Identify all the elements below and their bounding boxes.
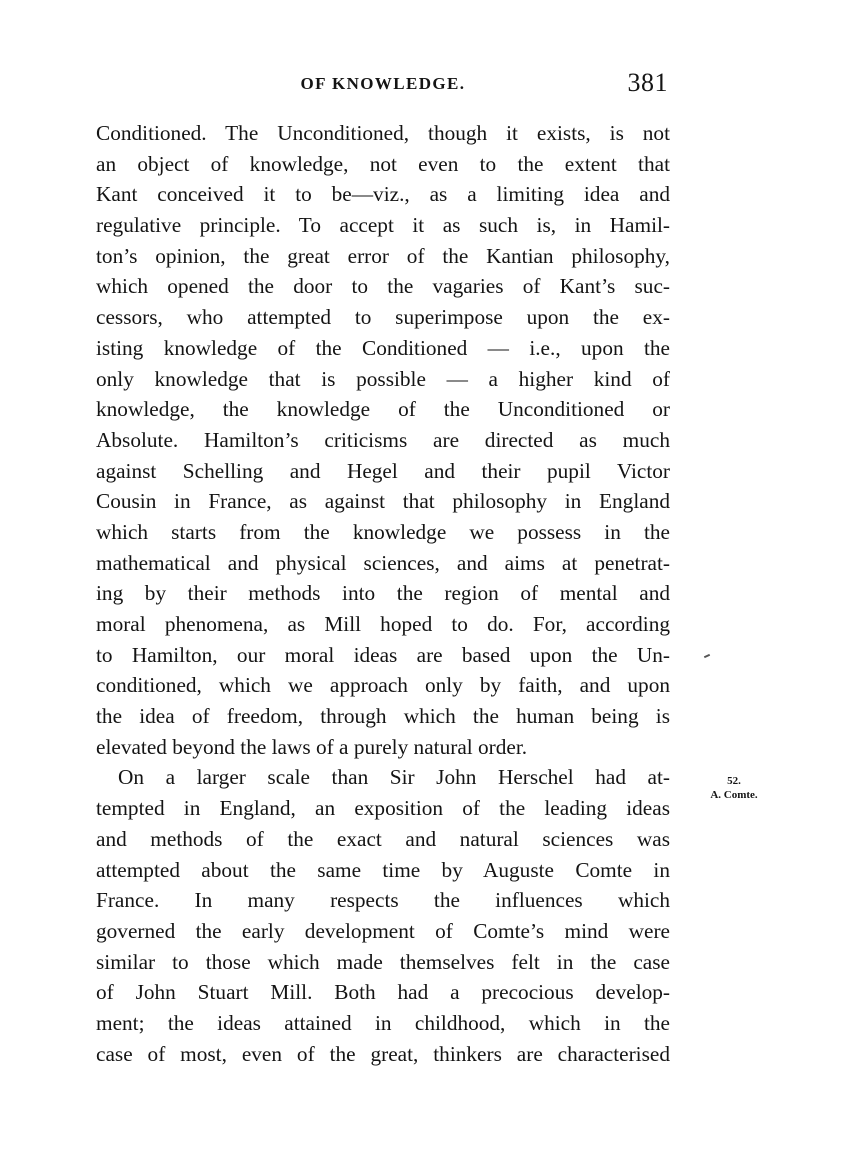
text-line: against Schelling and Hegel and their pupil Victor	[96, 458, 670, 483]
page-number: 381	[627, 68, 668, 97]
text-line: only knowledge that is possible — a higher kind of	[96, 366, 670, 391]
text-line: similar to those which made themselves felt in the case	[96, 949, 670, 974]
text-line: Kant conceived it to be—viz., as a limiting idea and	[96, 182, 670, 207]
text-line: to Hamilton, our moral ideas are based upon the Un-	[96, 642, 670, 667]
text-line: regulative principle. To accept it as such is, in Hamil-	[96, 213, 670, 238]
text-line: ment; the ideas attained in childhood, which in the	[96, 1010, 670, 1035]
text-line: knowledge, the knowledge of the Unconditioned or	[96, 397, 670, 422]
text-line: which opened the door to the vagaries of Kant’s suc-	[96, 274, 670, 299]
print-speck	[704, 654, 710, 658]
text-line: governed the early development of Comte’s mind were	[96, 918, 670, 943]
text-line: an object of knowledge, not even to the extent that	[96, 151, 670, 176]
text-line: tempted in England, an exposition of the leading ideas	[96, 796, 670, 821]
text-line: Cousin in France, as against that philosophy in England	[96, 489, 670, 514]
text-line: attempted about the same time by Auguste Comte in	[96, 857, 670, 882]
text-line: moral phenomena, as Mill hoped to do. For, according	[96, 612, 670, 636]
text-line: France. In many respects the influences which	[96, 888, 670, 913]
paragraph-end-line: elevated beyond the laws of a purely natural order.	[96, 734, 528, 759]
text-line: ing by their methods into the region of mental and	[96, 581, 670, 606]
marginal-note	[704, 774, 764, 802]
section-title: A. Comte.	[710, 789, 758, 801]
text-line: conditioned, which we approach only by faith, and upon	[96, 673, 670, 698]
text-line: cessors, who attempted to superimpose upon the ex-	[96, 305, 670, 330]
text-line: case of most, even of the great, thinkers are characterised	[96, 1041, 670, 1066]
text-line: Absolute. Hamilton’s criticisms are directed as much	[96, 427, 670, 452]
text-line: of John Stuart Mill. Both had a precocious develop-	[96, 980, 670, 1005]
text-line: Conditioned. The Unconditioned, though it exists, is not	[96, 121, 670, 145]
text-line: mathematical and physical sciences, and aims at penetrat-	[96, 550, 670, 575]
running-head	[96, 68, 670, 104]
text-line: and methods of the exact and natural sciences was	[96, 826, 670, 851]
section-number: 52.	[727, 775, 741, 787]
text-line: ton’s opinion, the great error of the Kantian philosophy,	[96, 243, 670, 268]
text-line: isting knowledge of the Conditioned — i.e., upon the	[96, 335, 670, 360]
text-line: which starts from the knowledge we possess in the	[96, 519, 670, 544]
body-text	[96, 118, 670, 1069]
paragraph-start-line: On a larger scale than Sir John Herschel had at-	[118, 765, 670, 790]
running-title: OF KNOWLEDGE.	[300, 74, 466, 93]
text-line: the idea of freedom, through which the human being is	[96, 704, 670, 729]
